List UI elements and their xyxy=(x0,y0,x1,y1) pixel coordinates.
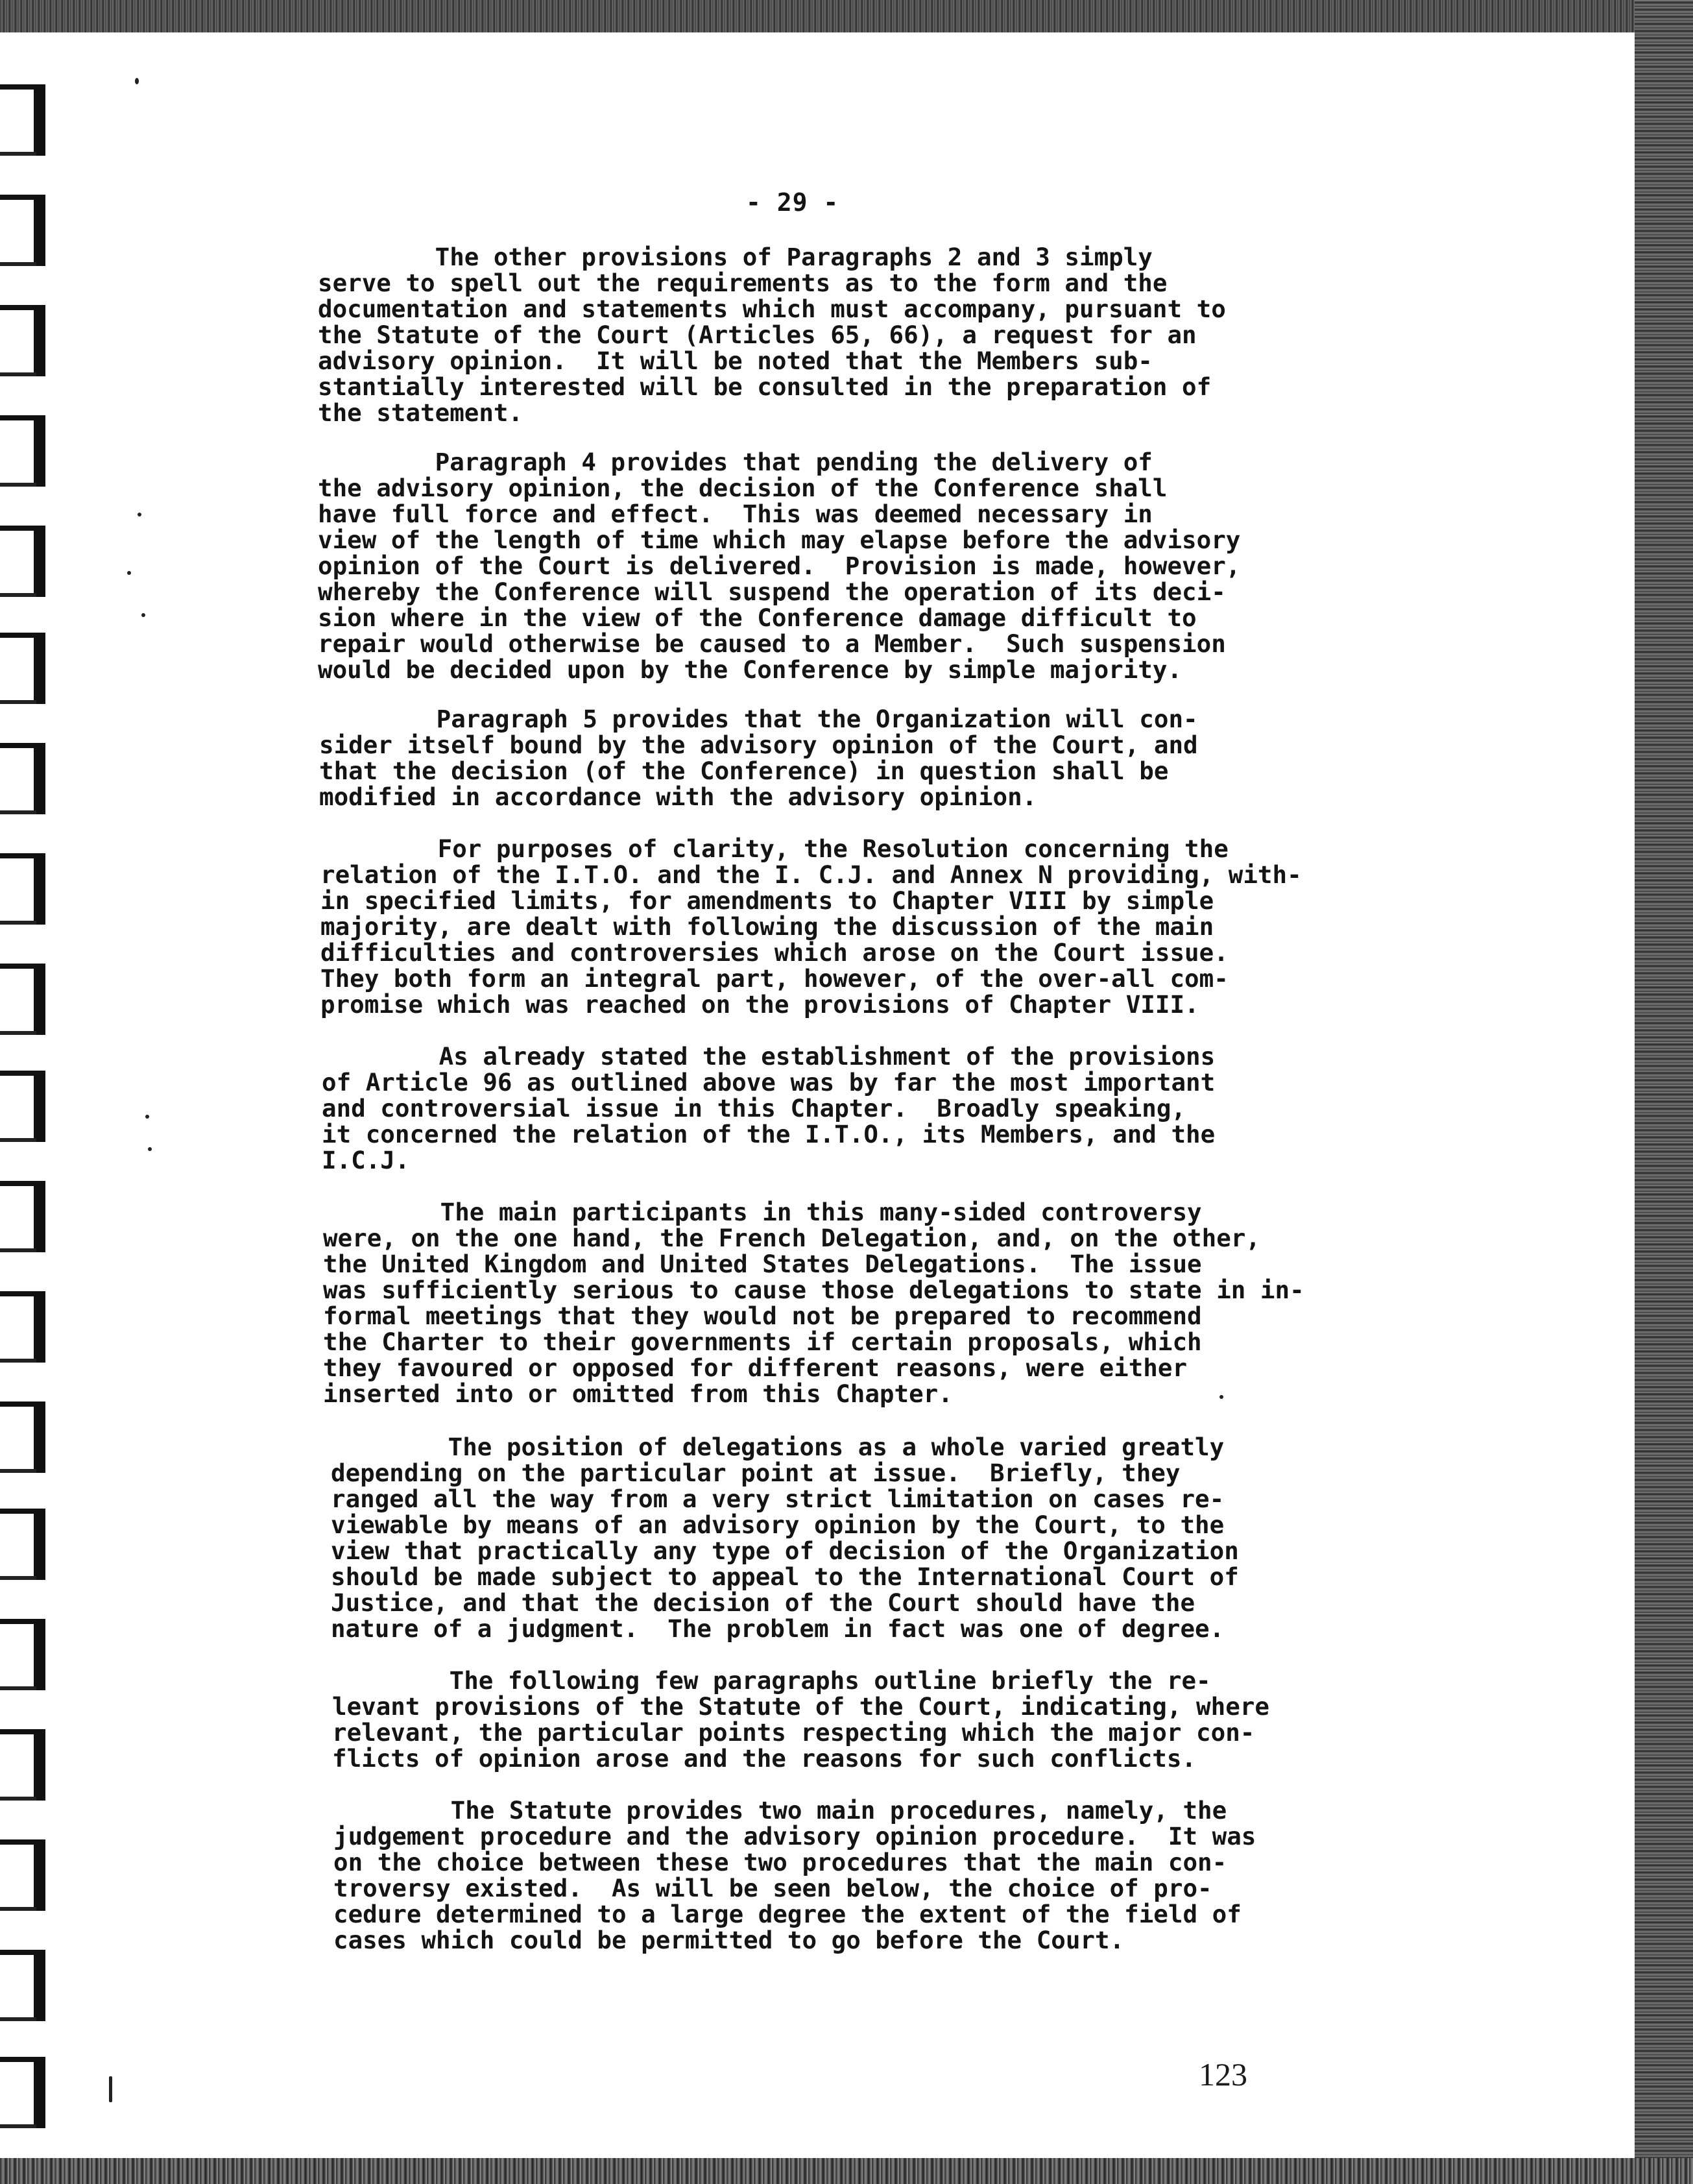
text-line: ranged all the way from a very strict limitation on cases re- xyxy=(331,1485,1225,1513)
text-line: it concerned the relation of the I.T.O., its Members, and the xyxy=(322,1120,1216,1148)
text-line: troversy existed. As will be seen below, the choice of pro- xyxy=(333,1874,1212,1902)
text-line: cases which could be permitted to go before the Court. xyxy=(333,1926,1125,1954)
text-line: the Charter to their governments if certain proposals, which xyxy=(323,1328,1202,1356)
text-line: They both form an integral part, however, of the over-all com- xyxy=(320,964,1229,993)
text-line: opinion of the Court is delivered. Provision is made, however, xyxy=(318,552,1241,580)
text-line: whereby the Conference will suspend the operation of its deci- xyxy=(318,577,1226,606)
text-line: flicts of opinion arose and the reasons for such conflicts. xyxy=(332,1744,1197,1773)
scan-speck xyxy=(148,1147,152,1151)
text-line: the United Kingdom and United States Delegations. The issue xyxy=(323,1250,1202,1278)
scan-speck xyxy=(109,2076,112,2102)
text-line: the statement. xyxy=(318,398,523,427)
text-line: would be decided upon by the Conference by simple majority. xyxy=(318,655,1183,684)
text-line: the Statute of the Court (Articles 65, 66), a request for an xyxy=(318,321,1197,349)
scan-speck xyxy=(1219,1395,1223,1399)
scan-speck xyxy=(135,78,139,84)
text-line: judgement procedure and the advisory opinion procedure. It was xyxy=(333,1822,1256,1850)
text-line: view of the length of time which may elapse before the advisory xyxy=(318,526,1241,554)
text-line: The other provisions of Paragraphs 2 and 3 simply xyxy=(318,243,1153,271)
text-line: was sufficiently serious to cause those delegations to state in in- xyxy=(323,1276,1304,1304)
text-line: that the decision (of the Conference) in question shall be xyxy=(319,757,1169,785)
text-line: view that practically any type of decision of the Organization xyxy=(331,1536,1239,1565)
text-line: The following few paragraphs outline briefly the re- xyxy=(332,1666,1211,1695)
text-line: majority, are dealt with following the discussion of the main xyxy=(320,912,1214,941)
text-line: difficulties and controversies which arose on the Court issue. xyxy=(320,938,1229,967)
paragraph xyxy=(318,244,1226,426)
text-line: The main participants in this many-sided controversy xyxy=(323,1198,1202,1226)
text-line: repair would otherwise be caused to a Member. Such suspension xyxy=(318,629,1226,658)
paragraph xyxy=(322,1043,1215,1173)
text-line: stantially interested will be consulted in the preparation of xyxy=(318,372,1212,401)
text-line: serve to spell out the requirements as to the form and the xyxy=(318,269,1168,297)
text-line: Paragraph 4 provides that pending the delivery of xyxy=(318,448,1153,476)
text-line: and controversial issue in this Chapter. Broadly speaking, xyxy=(322,1094,1186,1122)
text-line: formal meetings that they would not be prepared to recommend xyxy=(323,1302,1202,1330)
scan-border-right xyxy=(1635,0,1693,2184)
scan-speck xyxy=(127,571,131,575)
text-line: Paragraph 5 provides that the Organization will con- xyxy=(319,705,1198,733)
text-line: Justice, and that the decision of the Court should have the xyxy=(331,1588,1195,1617)
paragraph xyxy=(319,706,1198,810)
text-line: depending on the particular point at issue. Briefly, they xyxy=(331,1459,1181,1487)
paragraph xyxy=(323,1199,1304,1407)
text-line: levant provisions of the Statute of the Court, indicating, where xyxy=(332,1692,1269,1721)
text-line: on the choice between these two procedures that the main con- xyxy=(333,1848,1227,1876)
text-line: they favoured or opposed for different reasons, were either xyxy=(323,1353,1188,1382)
text-line: promise which was reached on the provisions of Chapter VIII. xyxy=(320,990,1199,1019)
text-line: The Statute provides two main procedures, namely, the xyxy=(333,1796,1227,1825)
text-line: documentation and statements which must accompany, pursuant to xyxy=(318,295,1226,323)
text-line: nature of a judgment. The problem in fact was one of degree. xyxy=(331,1614,1225,1643)
text-line: For purposes of clarity, the Resolution concerning the xyxy=(320,834,1229,863)
text-line: should be made subject to appeal to the International Court of xyxy=(331,1562,1239,1591)
text-line: The position of delegations as a whole varied greatly xyxy=(331,1433,1225,1461)
footer-page-number: 123 xyxy=(1199,2056,1247,2093)
text-line: were, on the one hand, the French Delegation, and, on the other, xyxy=(323,1224,1260,1252)
text-line: sion where in the view of the Conference damage difficult to xyxy=(318,603,1197,632)
text-line: viewable by means of an advisory opinion by the Court, to the xyxy=(331,1511,1225,1539)
text-line: sider itself bound by the advisory opinion of the Court, and xyxy=(319,731,1198,759)
text-line: modified in accordance with the advisory opinion. xyxy=(319,783,1037,811)
text-line: inserted into or omitted from this Chapter. xyxy=(323,1379,953,1408)
paragraph xyxy=(318,449,1240,683)
text-line: of Article 96 as outlined above was by far the most important xyxy=(322,1068,1216,1097)
scan-speck xyxy=(145,1115,149,1119)
scan-speck xyxy=(141,613,145,617)
text-line: relevant, the particular points respecting which the major con- xyxy=(332,1718,1255,1747)
text-line: advisory opinion. It will be noted that the Members sub- xyxy=(318,346,1153,375)
scan-speck xyxy=(138,513,141,516)
scan-border-bottom xyxy=(0,2158,1693,2184)
text-line: As already stated the establishment of the provisions xyxy=(322,1042,1216,1071)
page-label: - 29 - xyxy=(746,188,839,217)
paragraph xyxy=(320,836,1302,1017)
paragraph xyxy=(332,1668,1269,1771)
text-line: cedure determined to a large degree the extent of the field of xyxy=(333,1900,1242,1928)
text-line: have full force and effect. This was deemed necessary in xyxy=(318,500,1153,528)
paragraph xyxy=(331,1434,1239,1642)
text-line: relation of the I.T.O. and the I. C.J. and Annex N providing, with- xyxy=(320,860,1302,889)
paragraph xyxy=(333,1797,1256,1953)
text-line: the advisory opinion, the decision of the Conference shall xyxy=(318,474,1168,502)
text-line: I.C.J. xyxy=(322,1146,410,1174)
text-line: in specified limits, for amendments to Chapter VIII by simple xyxy=(320,886,1214,915)
